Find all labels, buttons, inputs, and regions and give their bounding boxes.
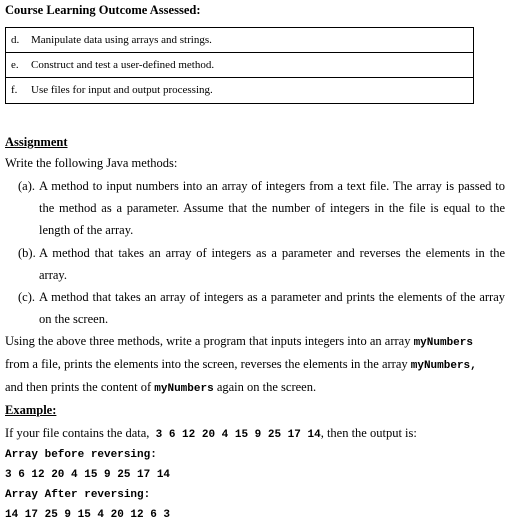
outcome-code: e. (11, 59, 19, 71)
item-c-line: on the screen. (39, 312, 109, 326)
paragraph-text: Using the above three methods, write a program that inputs integers into an array (5, 334, 414, 348)
item-b-line: array. (39, 268, 67, 282)
example-data: 3 6 12 20 4 15 9 25 17 14 (155, 429, 321, 441)
item-b-line: A method that takes an array of integers as a parameter and reverses the elements in the (39, 246, 505, 260)
example-text: If your file contains the data, (5, 426, 150, 440)
outcome-row (6, 78, 473, 103)
output-after-label: Array After reversing: (5, 489, 151, 501)
item-a-marker: (a). (18, 179, 35, 193)
outcome-text: Use files for input and output processing. (31, 84, 213, 96)
outcomes-table (5, 27, 474, 104)
output-after-values: 14 17 25 9 15 4 20 12 6 3 (5, 509, 171, 521)
outcome-text: Manipulate data using arrays and strings. (31, 34, 212, 46)
example-heading: Example: (5, 403, 57, 417)
item-a-line: A method to input numbers into an array of integers from a text file. The array is passed to (39, 179, 505, 193)
paragraph-text: again on the screen. (213, 380, 317, 394)
output-before-label: Array before reversing: (5, 449, 157, 461)
assignment-heading: Assignment (5, 135, 68, 149)
item-a-line: length of the array. (39, 223, 134, 237)
example-text: , then the output is: (320, 426, 417, 440)
outcome-code: f. (11, 84, 18, 96)
paragraph-text: and then prints the content of (5, 380, 155, 394)
assignment-intro: Write the following Java methods: (5, 156, 178, 170)
output-before-values: 3 6 12 20 4 15 9 25 17 14 (5, 469, 171, 481)
outcome-row (6, 53, 473, 78)
item-b-marker: (b). (18, 246, 36, 260)
outcome-row (6, 28, 473, 53)
code-identifier: myNumbers (154, 383, 214, 395)
item-c-line: A method that takes an array of integers as a parameter and prints the elements of the array (39, 290, 505, 304)
paragraph-line (5, 380, 316, 395)
item-a-line: the method as a parameter. Assume that the number of integers in the file is equal to the (39, 201, 505, 215)
outcome-code: d. (11, 34, 20, 46)
code-identifier: myNumbers (413, 337, 473, 349)
example-line (5, 426, 417, 441)
paragraph-text: from a file, prints the elements into the screen, reverses the elements in the array (5, 357, 411, 371)
outcome-text: Construct and test a user-defined method. (31, 59, 215, 71)
item-c-marker: (c). (18, 290, 35, 304)
paragraph-line (5, 357, 477, 372)
code-identifier: myNumbers, (410, 360, 477, 372)
outcomes-title: Course Learning Outcome Assessed: (5, 3, 201, 17)
paragraph-line (5, 334, 473, 349)
